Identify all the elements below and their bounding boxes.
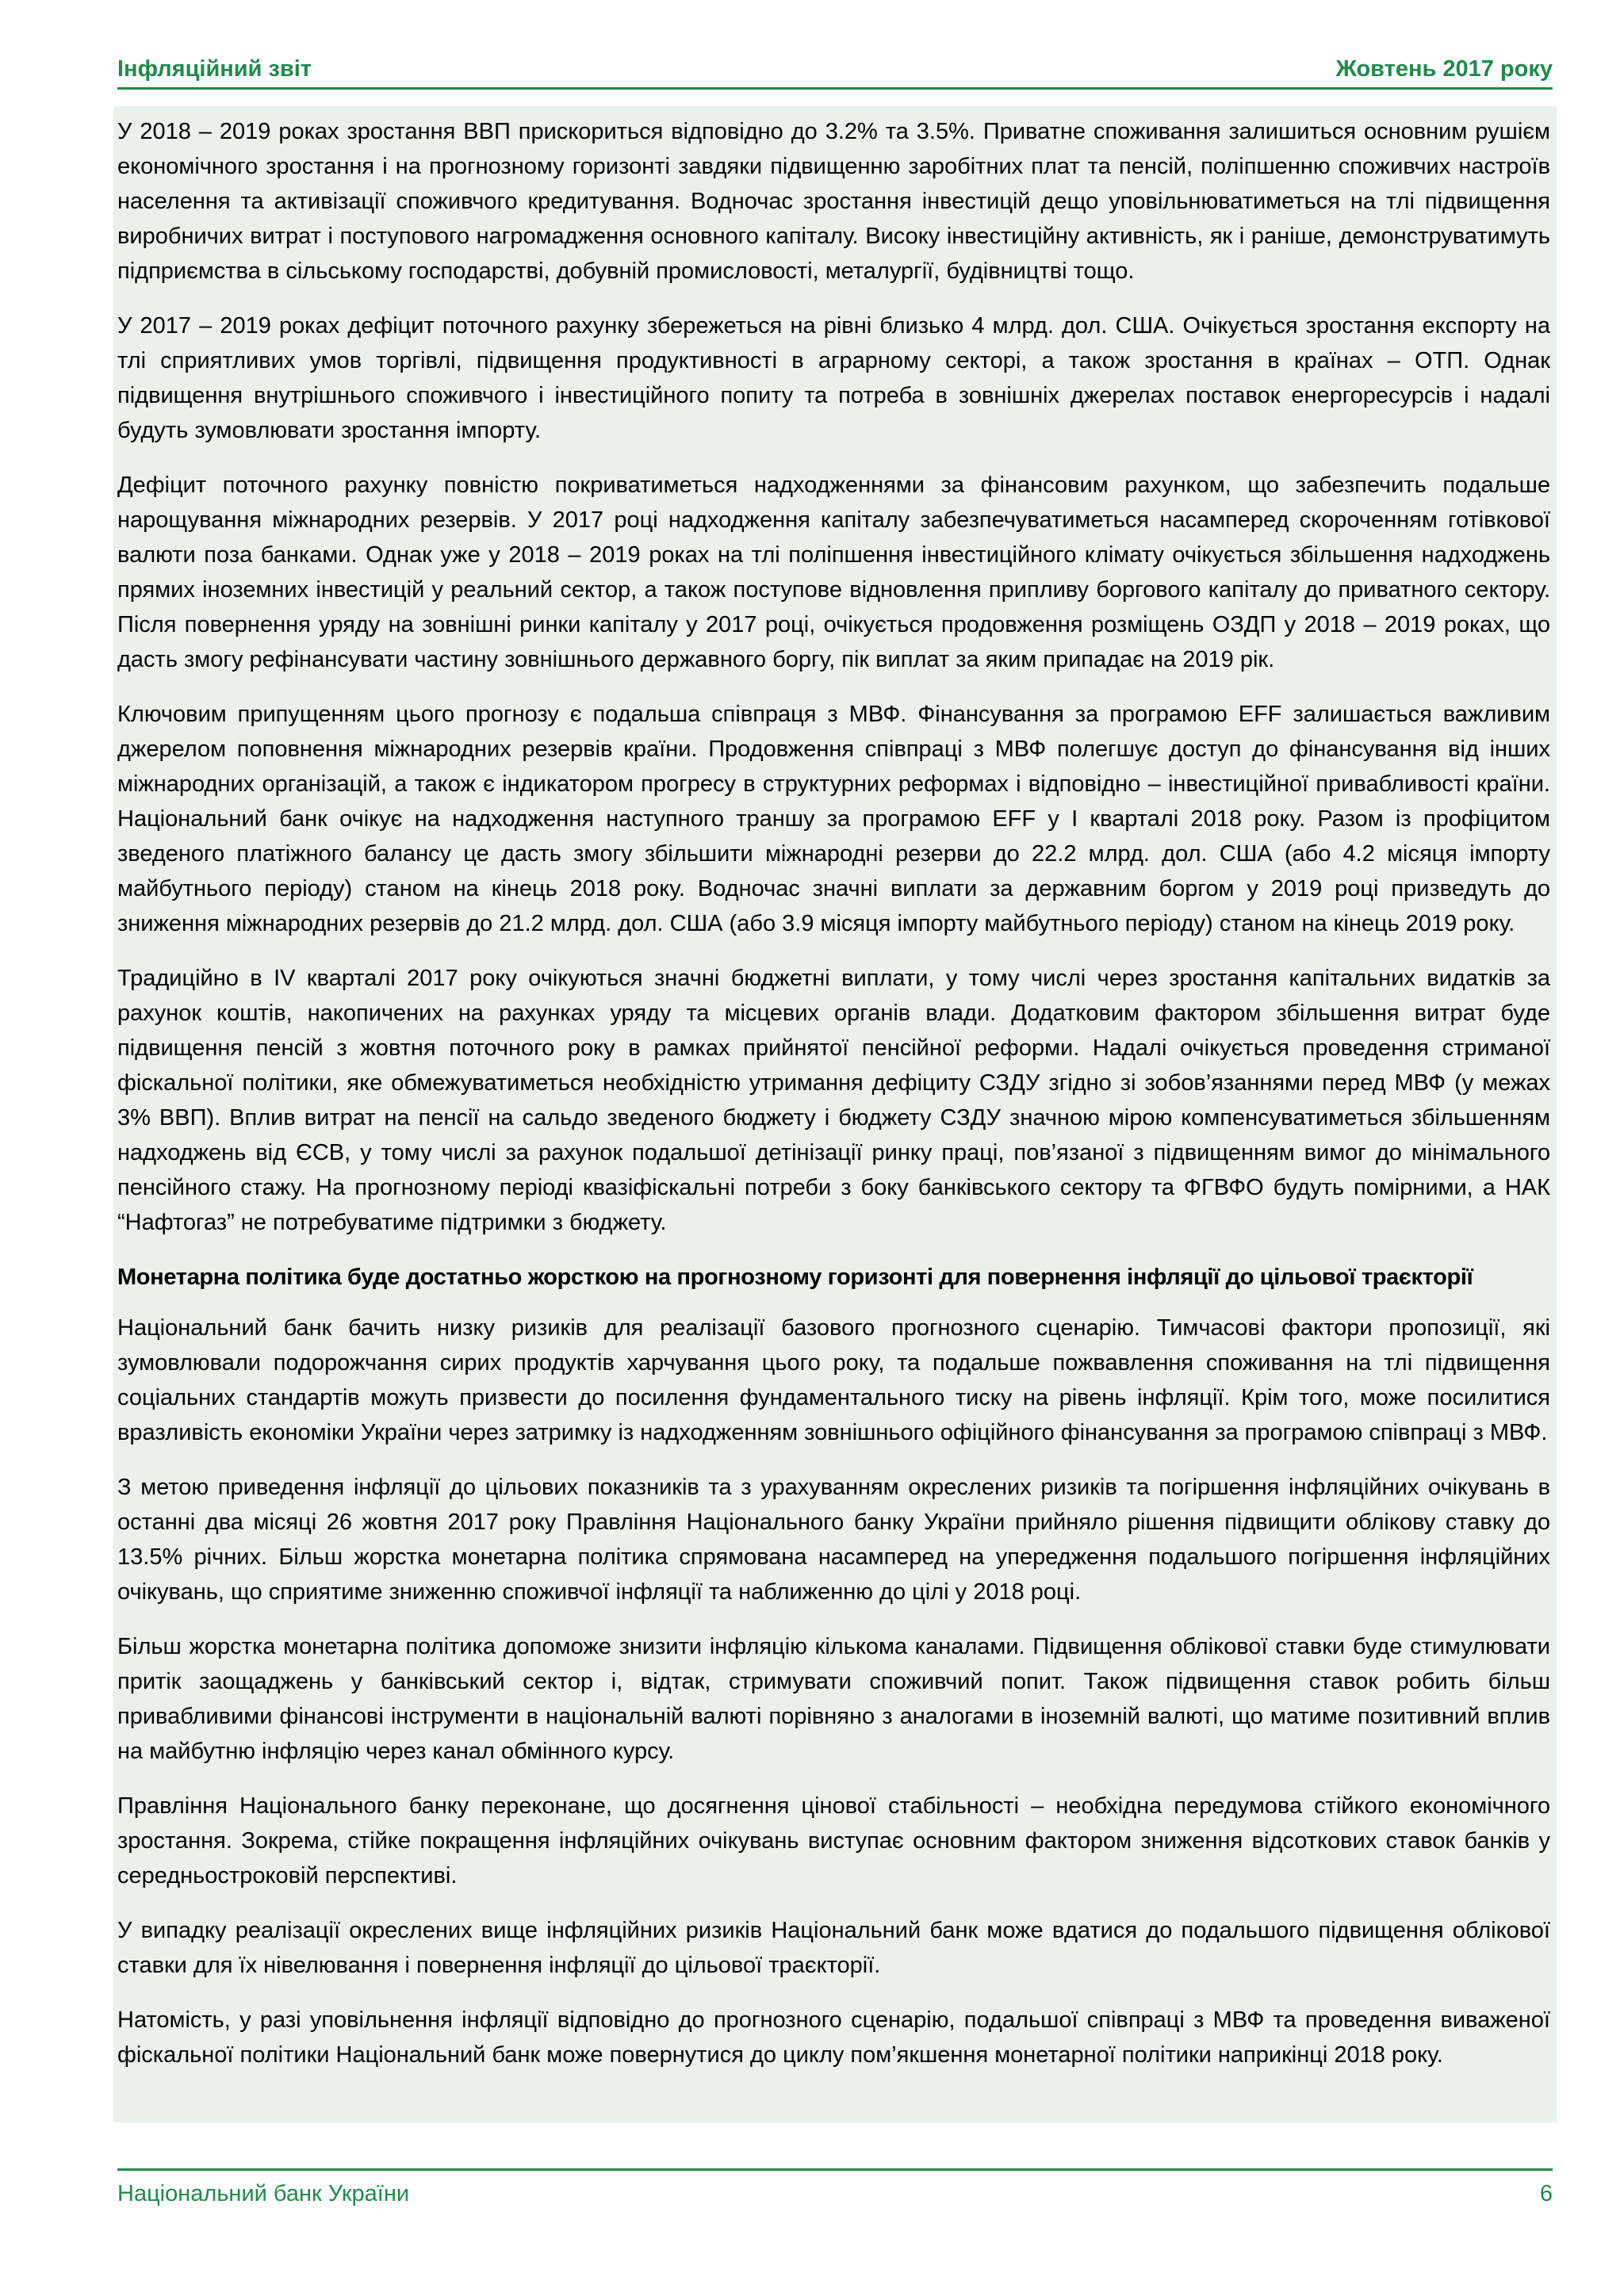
paragraph-rate-decision: З метою приведення інфляції до цільових показників та з урахуванням окреслених ризиків та погіршення інфляційних очікувань в останні два місяці 26 жовтня 2017 року Правління Національного банку України прийняло рішення підвищити облікову ставку до 13.5% річних. Більш жорстка монетарна політика спрямована насамперед на упередження подальшого погіршення інфляційних очікувань, що сприятиме зниженню споживчої інфляції та наближенню до цілі у 2018 році. — [117, 1475, 1550, 1605]
section-heading-monetary-policy: Монетарна політика буде достатньо жорсткою на прогнозному горизонті для повернення інфляції до цільової траєкторії — [117, 1265, 1473, 1290]
paragraph-gdp-outlook: У 2018 – 2019 роках зростання ВВП прискориться відповідно до 3.2% та 3.5%. Приватне споживання залишиться основним рушієм економічного зростання і на прогнозному горизонті завдяки підвищенню заробітних плат та пенсій, поліпшенню споживчих настроїв населення та активізації споживчого кредитування. Водночас зростання інвестицій дещо уповільнюватиметься на тлі підвищення виробничих витрат і поступового нагромадження основного капіталу. Високу інвестиційну активність, як і раніше, демонструватимуть підприємства в сільському господарстві, добувній промисловості, металургії, будівництві тощо. — [117, 119, 1550, 284]
paragraph-risks: Національний банк бачить низку ризиків для реалізації базового прогнозного сценарію. Тимчасові фактори пропозиції, які зумовлювали подорожчання сирих продуктів харчування цього року, та подальше пожвавлення споживання на тлі підвищення соціальних стандартів можуть призвести до посилення фундаментального тиску на рівень інфляції. Крім того, може посилитися вразливість економіки України через затримку із надходженням зовнішнього офіційного фінансування за програмою співпраці з МВФ. — [117, 1315, 1550, 1445]
footer-org-name: Національний банк України — [117, 2181, 410, 2206]
paragraph-financial-account: Дефіцит поточного рахунку повністю покриватиметься надходженнями за фінансовим рахунком, що забезпечить подальше нарощування міжнародних резервів. У 2017 році надходження капіталу забезпечуватиметься насамперед скороченням готівкової валюти поза банками. Однак уже у 2018 – 2019 роках на тлі поліпшення інвестиційного клімату очікується збільшення надходжень прямих іноземних інвестицій у реальний сектор, а також поступове відновлення припливу боргового капіталу до приватного сектору. Після повернення уряду на зовнішні ринки капіталу у 2017 році, очікується продовження розміщень ОЗДП у 2018 – 2019 роках, що дасть змогу рефінансувати частину зовнішнього державного боргу, пік виплат за яким припадає на 2019 рік. — [117, 473, 1550, 672]
main-content — [113, 106, 1557, 2122]
report-date: Жовтень 2017 року — [1335, 56, 1553, 82]
page-number: 6 — [1539, 2181, 1553, 2206]
paragraph-imf-cooperation: Ключовим припущенням цього прогнозу є подальша співпраця з МВФ. Фінансування за програмою EFF залишається важливим джерелом поповнення міжнародних резервів країни. Продовження співпраці з МВФ полегшує доступ до фінансування від інших міжнародних організацій, а також є індикатором прогресу в структурних реформах і відповідно – інвестиційної привабливості країни. Національний банк очікує на надходження наступного траншу за програмою EFF у І кварталі 2018 року. Разом із профіцитом зведеного платіжного балансу це дасть змогу збільшити міжнародні резерви до 22.2 млрд. дол. США (або 4.2 місяця імпорту майбутнього періоду) станом на кінець 2018 року. Водночас значні виплати за державним боргом у 2019 році призведуть до зниження міжнародних резервів до 21.2 млрд. дол. США (або 3.9 місяця імпорту майбутнього періоду) станом на кінець 2019 року. — [117, 702, 1550, 936]
page-footer — [117, 2168, 1553, 2215]
paragraph-easing-cycle: Натомість, у разі уповільнення інфляції відповідно до прогнозного сценарію, подальшої співпраці з МВФ та проведення виваженої фіскальної політики Національний банк може повернутися до циклу пом’якшення монетарної політики наприкінці 2018 року. — [117, 2007, 1550, 2068]
paragraph-transmission-channels: Більш жорстка монетарна політика допоможе знизити інфляцію кількома каналами. Підвищення облікової ставки буде стимулювати притік заощаджень у банківський сектор і, відтак, стримувати споживчий попит. Також підвищення ставок робить більш привабливими фінансові інструменти в національній валюті порівняно з аналогами в іноземній валюті, що матиме позитивний вплив на майбутню інфляцію через канал обмінного курсу. — [117, 1634, 1550, 1764]
report-title: Інфляційний звіт — [117, 56, 312, 82]
paragraph-fiscal-policy: Традиційно в IV кварталі 2017 року очікуються значні бюджетні виплати, у тому числі через зростання капітальних видатків за рахунок коштів, накопичених на рахунках уряду та місцевих органів влади. Додатковим фактором збільшення витрат буде підвищення пенсій з жовтня поточного року в рамках прийнятої пенсійної реформи. Надалі очікується проведення стриманої фіскальної політики, яке обмежуватиметься необхідністю утримання дефіциту СЗДУ згідно зі зобов’язаннями перед МВФ (у межах 3% ВВП). Вплив витрат на пенсії на сальдо зведеного бюджету і бюджету СЗДУ значною мірою компенсуватиметься збільшенням надходжень від ЄСВ, у тому числі за рахунок подальшої детінізації ринку праці, пов’язаної з підвищенням вимог до мінімального пенсійного стажу. На прогнозному періоді квазіфіскальні потреби з боку банківського сектору та ФГВФО будуть помірними, а НАК “Нафтогаз” не потребуватиме підтримки з бюджету. — [117, 966, 1550, 1235]
paragraph-further-tightening: У випадку реалізації окреслених вище інфляційних ризиків Національний банк може вдатися до подальшого підвищення облікової ставки для їх нівелювання і повернення інфляції до цільової траєкторії. — [117, 1918, 1550, 1978]
page-header — [117, 52, 1553, 90]
paragraph-price-stability: Правління Національного банку переконане, що досягнення цінової стабільності – необхідна передумова стійкого економічного зростання. Зокрема, стійке покращення інфляційних очікувань виступає основним фактором зниження відсоткових ставок банків у середньостроковій перспективі. — [117, 1793, 1550, 1888]
paragraph-current-account: У 2017 – 2019 роках дефіцит поточного рахунку збережеться на рівні близько 4 млрд. дол. США. Очікується зростання експорту на тлі сприятливих умов торгівлі, підвищення продуктивності в аграрному секторі, а також зростання в країнах – ОТП. Однак підвищення внутрішнього споживчого і інвестиційного попиту та потреба в зовнішніх джерелах поставок енергоресурсів і надалі будуть зумовлювати зростання імпорту. — [117, 313, 1550, 443]
